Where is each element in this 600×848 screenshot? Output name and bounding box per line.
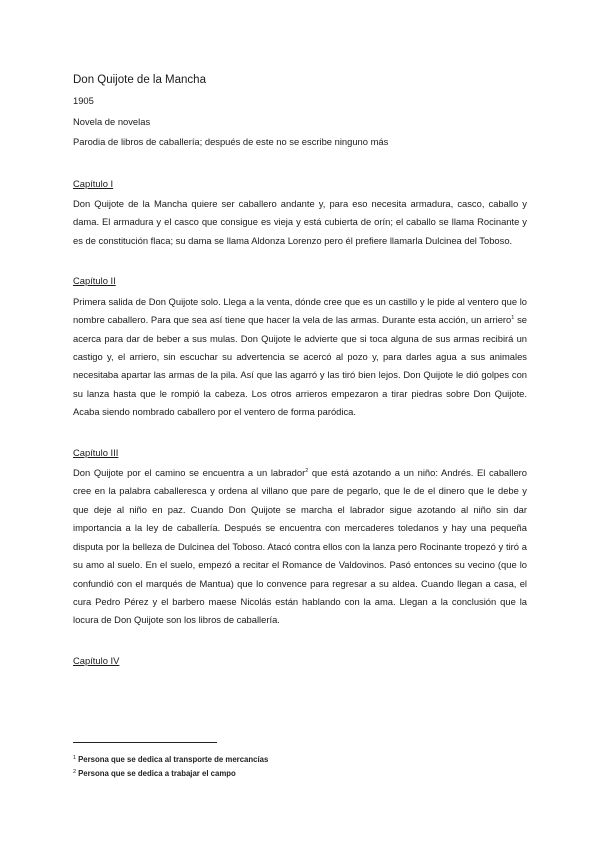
chapter-3-text-before: Don Quijote por el camino se encuentra a un labrador bbox=[73, 467, 306, 479]
chapter-1-heading: Capítulo I bbox=[73, 177, 114, 189]
chapter-2-text-after: se acerca para dar de beber a sus mulas. Don Quijote le advierte que si toca alguna de sus armas recibirá un castigo y, el arriero, sin escuchar su advertencia se acercó al pozo y, para darles agua a sus animales necesitaba apartar las armas de la pila. Así que las agarró y las tiró bien lejos. Don Quijote le dió golpes con su lanza hasta que le rompió la cabeza. Los otros arrieros empezaron a tirar piedras sobre Don Quijote. Acaba siendo nombrado caballero por el ventero de forma paródica. bbox=[73, 314, 527, 418]
footnote-2-text: Persona que se dedica a trabajar el campo bbox=[78, 769, 236, 778]
footnote-1-number: 1 bbox=[73, 755, 77, 761]
footnote-ref-2[interactable]: 2 bbox=[305, 468, 309, 475]
footnote-2-number: 2 bbox=[73, 769, 77, 775]
footnote-1 bbox=[73, 752, 527, 766]
chapter-2-text-before: Primera salida de Don Quijote solo. Llega a la venta, dónde cree que es un castillo y le pide al ventero que lo nombre caballero. Para que sea así tiene que hacer la vela de las armas. Durante esta acción, un arriero bbox=[73, 295, 527, 326]
document-body bbox=[73, 72, 527, 672]
chapter-2-text bbox=[73, 293, 527, 422]
chapter-2-heading: Capítulo II bbox=[73, 275, 116, 287]
document-title: Don Quijote de la Mancha bbox=[73, 74, 206, 86]
chapter-1-text: Don Quijote de la Mancha quiere ser caballero andante y, para eso necesita armadura, casco, caballo y dama. El armadura y el casco que consigue es vieja y está cubierta de orín; el caballo se llama Rocinante y es de constitución flaca; su dama se llama Aldonza Lorenzo pero él prefiere llamarla Dulcinea del Toboso. bbox=[73, 198, 527, 246]
footnote-divider bbox=[73, 742, 217, 743]
document-genre: Novela de novelas bbox=[73, 115, 151, 127]
footnote-1-text: Persona que se dedica al transporte de mercancías bbox=[78, 755, 269, 764]
document-year: 1905 bbox=[73, 95, 94, 106]
chapter-3-text-after: que está azotando a un niño: Andrés. El caballero cree en la palabra caballeresca y ordena al villano que pare de pegarlo, que le de el dinero que le debe y que deje al niño en paz. Cuando Don Quijote se marcha el labrador sigue azotando al niño sin dar importancia a la ley de caballería. Después se encuentra con mercaderes toledanos y hay una pequeña disputa por la belleza de Dulcinea del Toboso. Atacó contra ellos con la lanza pero Rocinante tropezó y tiró a su amo al suelo. En el suelo, empezó a recitar el Romance de Valdovinos. Pasó entonces su vecino (que lo confundió con el marqués de Mantua) que lo convence para regresar a su aldea. Cuando llegan a casa, el cura Pedro Pérez y el barbero maese Nicolás están hablando con la ama. Llegan a la conclusión que la locura de Don Quijote son los libros de caballería. bbox=[73, 467, 527, 626]
footnote-ref-1[interactable]: 1 bbox=[511, 315, 515, 322]
footnote-2 bbox=[73, 766, 527, 780]
footnotes bbox=[73, 752, 527, 780]
chapter-3-heading: Capítulo III bbox=[73, 446, 119, 458]
chapter-3-text bbox=[73, 464, 527, 630]
chapter-4-heading: Capítulo IV bbox=[73, 654, 120, 666]
document-description: Parodia de libros de caballería; después de este no se escribe ninguno más bbox=[73, 136, 389, 147]
